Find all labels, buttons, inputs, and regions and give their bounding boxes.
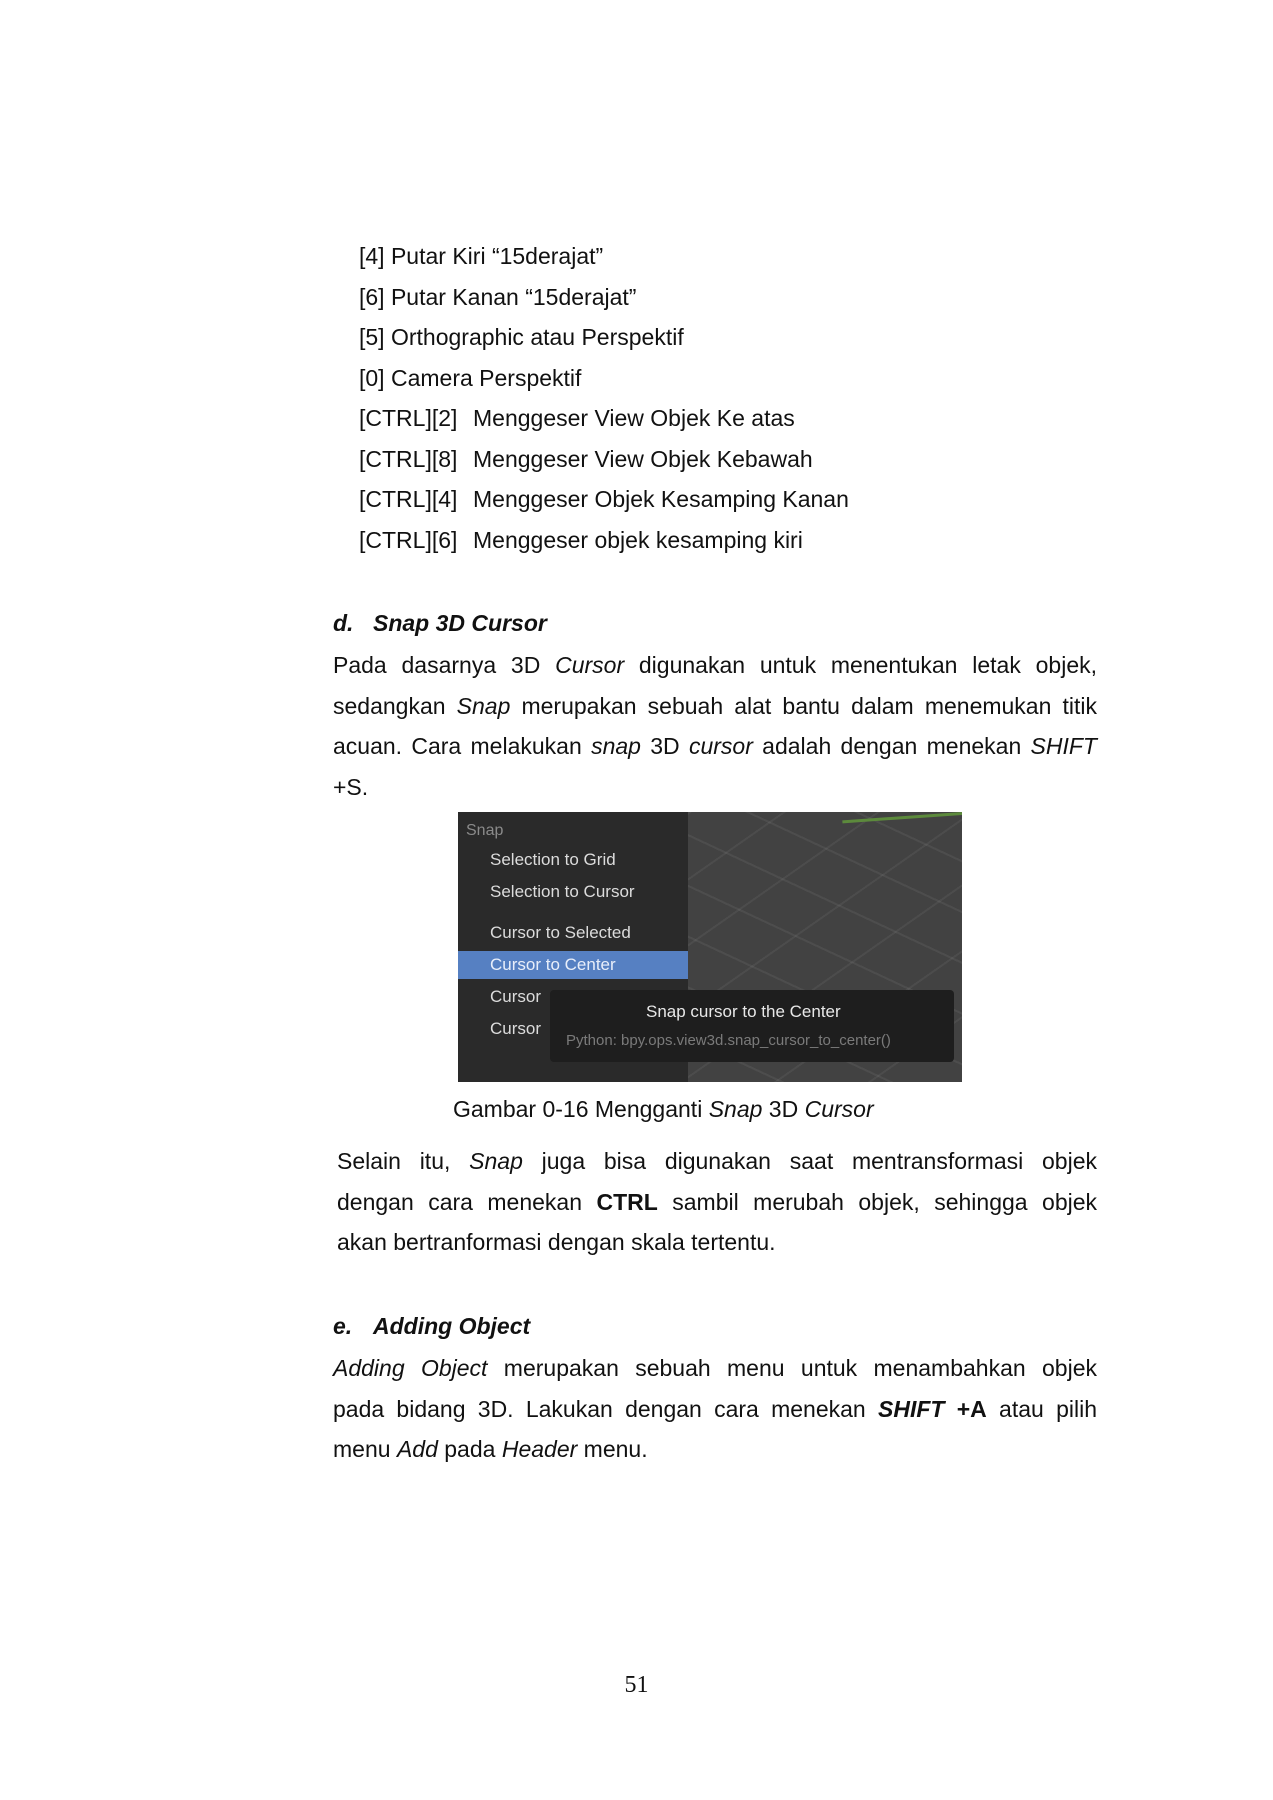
- shortcut-key: [CTRL][8]: [359, 445, 458, 472]
- shortcut-desc: Menggeser View Objek Kebawah: [473, 445, 813, 472]
- shortcut-key: [5]: [359, 324, 385, 350]
- menu-item-cursor-6[interactable]: Cursor: [490, 1019, 542, 1038]
- shortcut-key: [0]: [359, 364, 385, 391]
- menu-title: Snap: [466, 822, 504, 839]
- shortcut-item: [359, 236, 849, 277]
- shortcut-desc: Putar Kanan “15derajat”: [390, 283, 637, 310]
- shortcut-item: [359, 277, 849, 318]
- shortcut-item: [359, 317, 849, 358]
- menu-item-selection-to-grid[interactable]: Selection to Grid: [490, 850, 616, 869]
- figure-caption: Gambar 0-16 Mengganti Snap 3D Cursor: [453, 1096, 874, 1122]
- shortcut-list: [359, 236, 849, 560]
- paragraph-snap-intro: Pada dasarnya 3D Cursor digunakan untuk menentukan letak objek, sedangkan Snap merupakan sebuah alat bantu dalam menemukan titik acuan. Cara melakukan snap 3D cursor adalah dengan menekan SHIFT +S.: [333, 652, 1097, 800]
- shortcut-desc: Menggeser View Objek Ke atas: [473, 405, 795, 431]
- tooltip: [550, 990, 954, 1062]
- menu-item-cursor-to-center[interactable]: Cursor to Center: [458, 951, 688, 979]
- page-number: 51: [624, 1672, 649, 1698]
- snap-menu-screenshot: [458, 812, 962, 1082]
- menu-item-cursor-5[interactable]: Cursor: [490, 987, 542, 1006]
- shortcut-item: [359, 479, 849, 520]
- shortcut-desc: Putar Kiri “15derajat”: [390, 243, 604, 269]
- section-number: e.: [333, 1313, 353, 1339]
- section-title: Adding Object: [373, 1313, 531, 1339]
- tooltip-title: Snap cursor to the Center: [646, 1002, 841, 1021]
- section-number: d.: [333, 610, 354, 636]
- shortcut-item: [359, 398, 849, 439]
- paragraph-adding-object: Adding Object merupakan sebuah menu untuk menambahkan objek pada bidang 3D. Lakukan dengan cara menekan SHIFT +A atau pilih menu Add pada Header menu.: [333, 1355, 1098, 1462]
- shortcut-key: [6]: [359, 283, 385, 310]
- shortcut-desc: Menggeser objek kesamping kiri: [473, 526, 803, 553]
- shortcut-key: [CTRL][2]: [359, 405, 458, 431]
- shortcut-item: [359, 358, 849, 399]
- shortcut-desc: Menggeser Objek Kesamping Kanan: [473, 486, 849, 512]
- shortcut-desc: Orthographic atau Perspektif: [390, 324, 684, 350]
- section-title: Snap 3D Cursor: [373, 610, 547, 636]
- menu-item-cursor-to-selected[interactable]: Cursor to Selected: [490, 923, 631, 942]
- shortcut-key: [CTRL][6]: [359, 526, 458, 553]
- section-heading-e: [333, 1313, 530, 1340]
- shortcut-key: [CTRL][4]: [359, 486, 458, 512]
- tooltip-python: Python: bpy.ops.view3d.snap_cursor_to_center(): [566, 1032, 891, 1049]
- shortcut-item: [359, 520, 849, 561]
- menu-item-selection-to-cursor[interactable]: Selection to Cursor: [490, 882, 635, 901]
- shortcut-desc: Camera Perspektif: [390, 364, 582, 391]
- shortcut-key: [4]: [359, 243, 385, 269]
- shortcut-item: [359, 439, 849, 480]
- section-heading-d: [333, 610, 547, 637]
- paragraph-snap-transform: Selain itu, Snap juga bisa digunakan saat mentransformasi objek dengan cara menekan CTRL sambil merubah objek, sehingga objek akan bertranformasi dengan skala tertentu.: [337, 1148, 1098, 1255]
